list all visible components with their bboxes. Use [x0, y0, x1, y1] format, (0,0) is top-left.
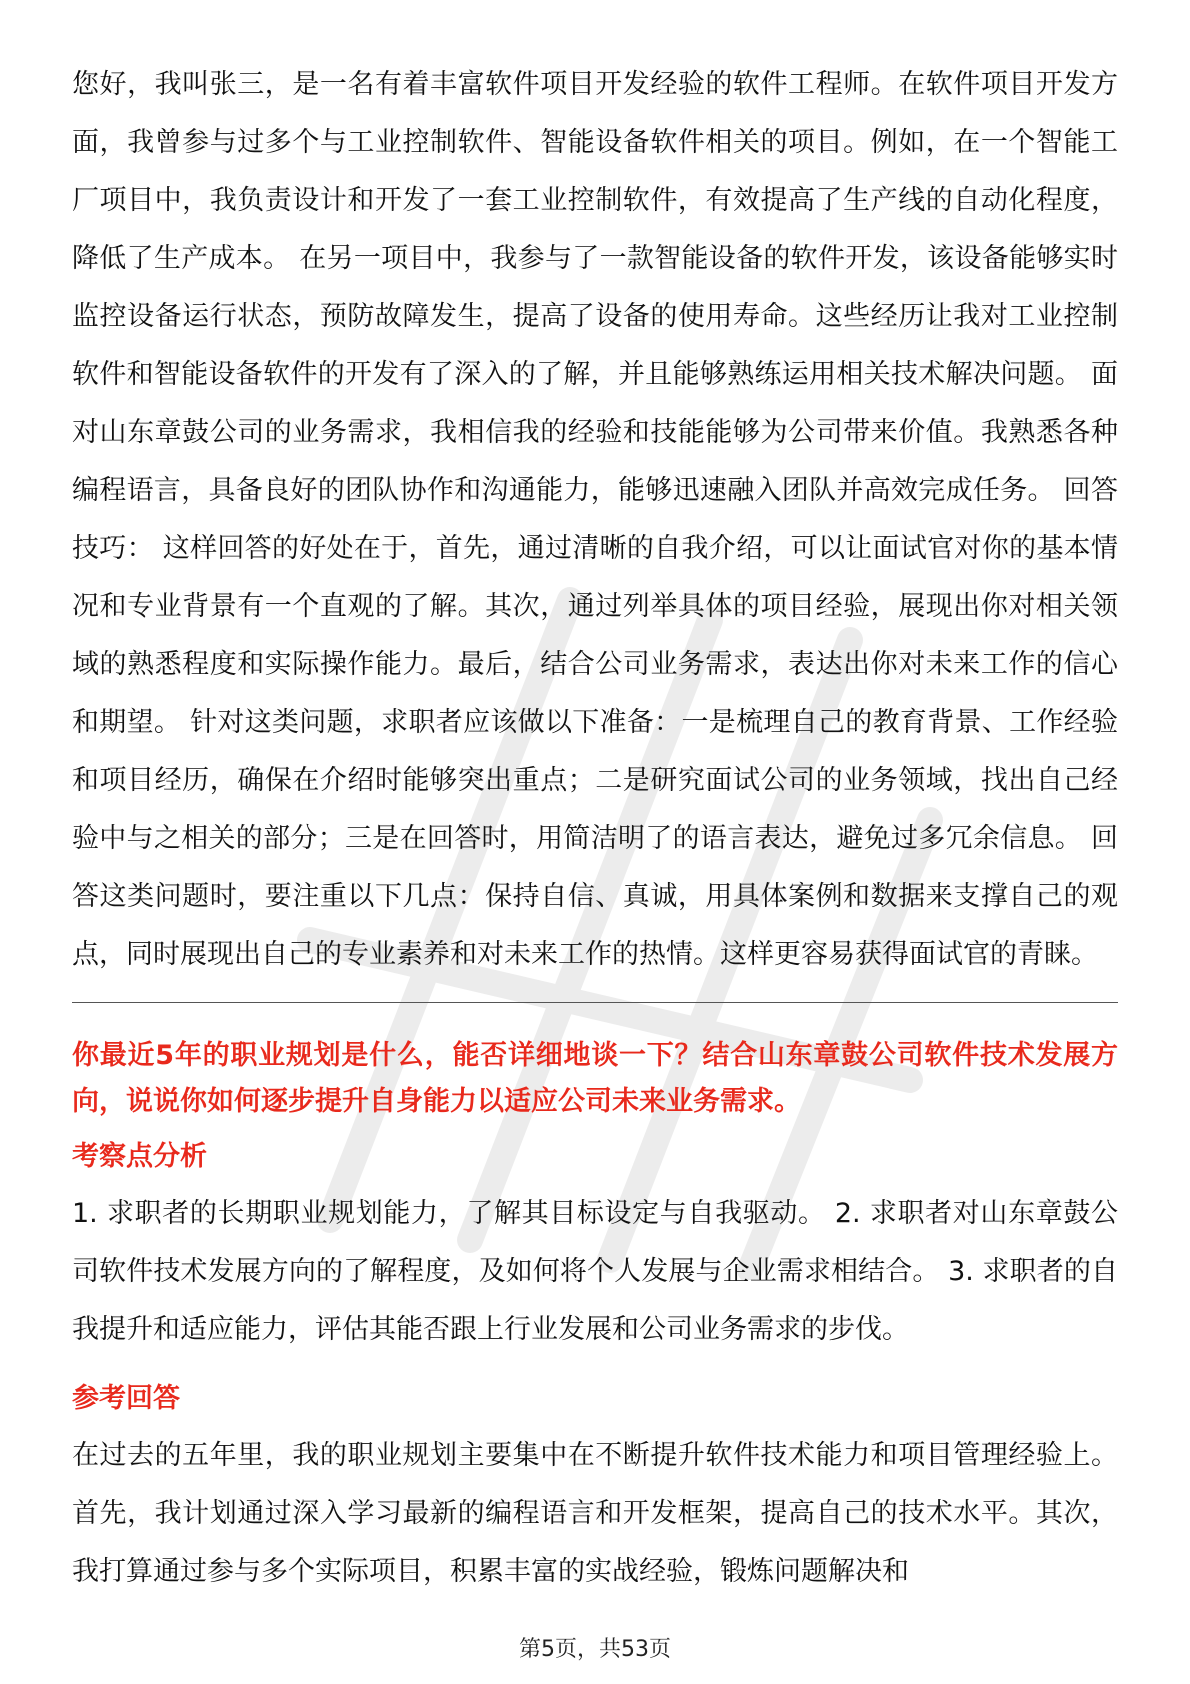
analysis-heading: 考察点分析 — [72, 1141, 207, 1172]
page-number-footer: 第5页，共53页 — [519, 1637, 671, 1662]
document-page — [72, 56, 1118, 1601]
answer-paragraph: 在过去的五年里，我的职业规划主要集中在不断提升软件技术能力和项目管理经验上。首先，我计划通过深入学习最新的编程语言和开发框架，提高自己的技术水平。其次，我打算通过参与多个实际项目，积累丰富的实战经验，锻炼问题解决和 — [72, 1440, 1118, 1587]
intro-paragraph: 您好，我叫张三，是一名有着丰富软件项目开发经验的软件工程师。在软件项目开发方面，我曾参与过多个与工业控制软件、智能设备软件相关的项目。例如，在一个智能工厂项目中，我负责设计和开发了一套工业控制软件，有效提高了生产线的自动化程度，降低了生产成本。 在另一项目中，我参与了一款智能设备的软件开发，该设备能够实时监控设备运行状态，预防故障发生，提高了设备的使用寿命。这些经历让我对工业控制软件和智能设备软件的开发有了深入的了解，并且能够熟练运用相关技术解决问题。 面对山东章鼓公司的业务需求，我相信我的经验和技能能够为公司带来价值。我熟悉各种编程语言，具备良好的团队协作和沟通能力，能够迅速融入团队并高效完成任务。 回答技巧： 这样回答的好处在于，首先，通过清晰的自我介绍，可以让面试官对你的基本情况和专业背景有一个直观的了解。其次，通过列举具体的项目经验，展现出你对相关领域的熟悉程度和实际操作能力。最后，结合公司业务需求，表达出你对未来工作的信心和期望。 针对这类问题，求职者应该做以下准备：一是梳理自己的教育背景、工作经验和项目经历，确保在介绍时能够突出重点；二是研究面试公司的业务领域，找出自己经验中与之相关的部分；三是在回答时，用简洁明了的语言表达，避免过多冗余信息。 回答这类问题时，要注重以下几点：保持自信、真诚，用具体案例和数据来支撑自己的观点，同时展现出自己的专业素养和对未来工作的热情。这样更容易获得面试官的青睐。 — [72, 69, 1118, 970]
answer-heading: 参考回答 — [72, 1383, 180, 1414]
interview-question: 你最近5年的职业规划是什么，能否详细地谈一下？结合山东章鼓公司软件技术发展方向，说说你如何逐步提升自身能力以适应公司未来业务需求。 — [72, 1040, 1118, 1117]
section-divider — [72, 1002, 1118, 1003]
analysis-paragraph: 1. 求职者的长期职业规划能力，了解其目标设定与自我驱动。 2. 求职者对山东章鼓公司软件技术发展方向的了解程度，及如何将个人发展与企业需求相结合。 3. 求职者的自我提升和适应能力，评估其能否跟上行业发展和公司业务需求的步伐。 — [72, 1198, 1118, 1345]
